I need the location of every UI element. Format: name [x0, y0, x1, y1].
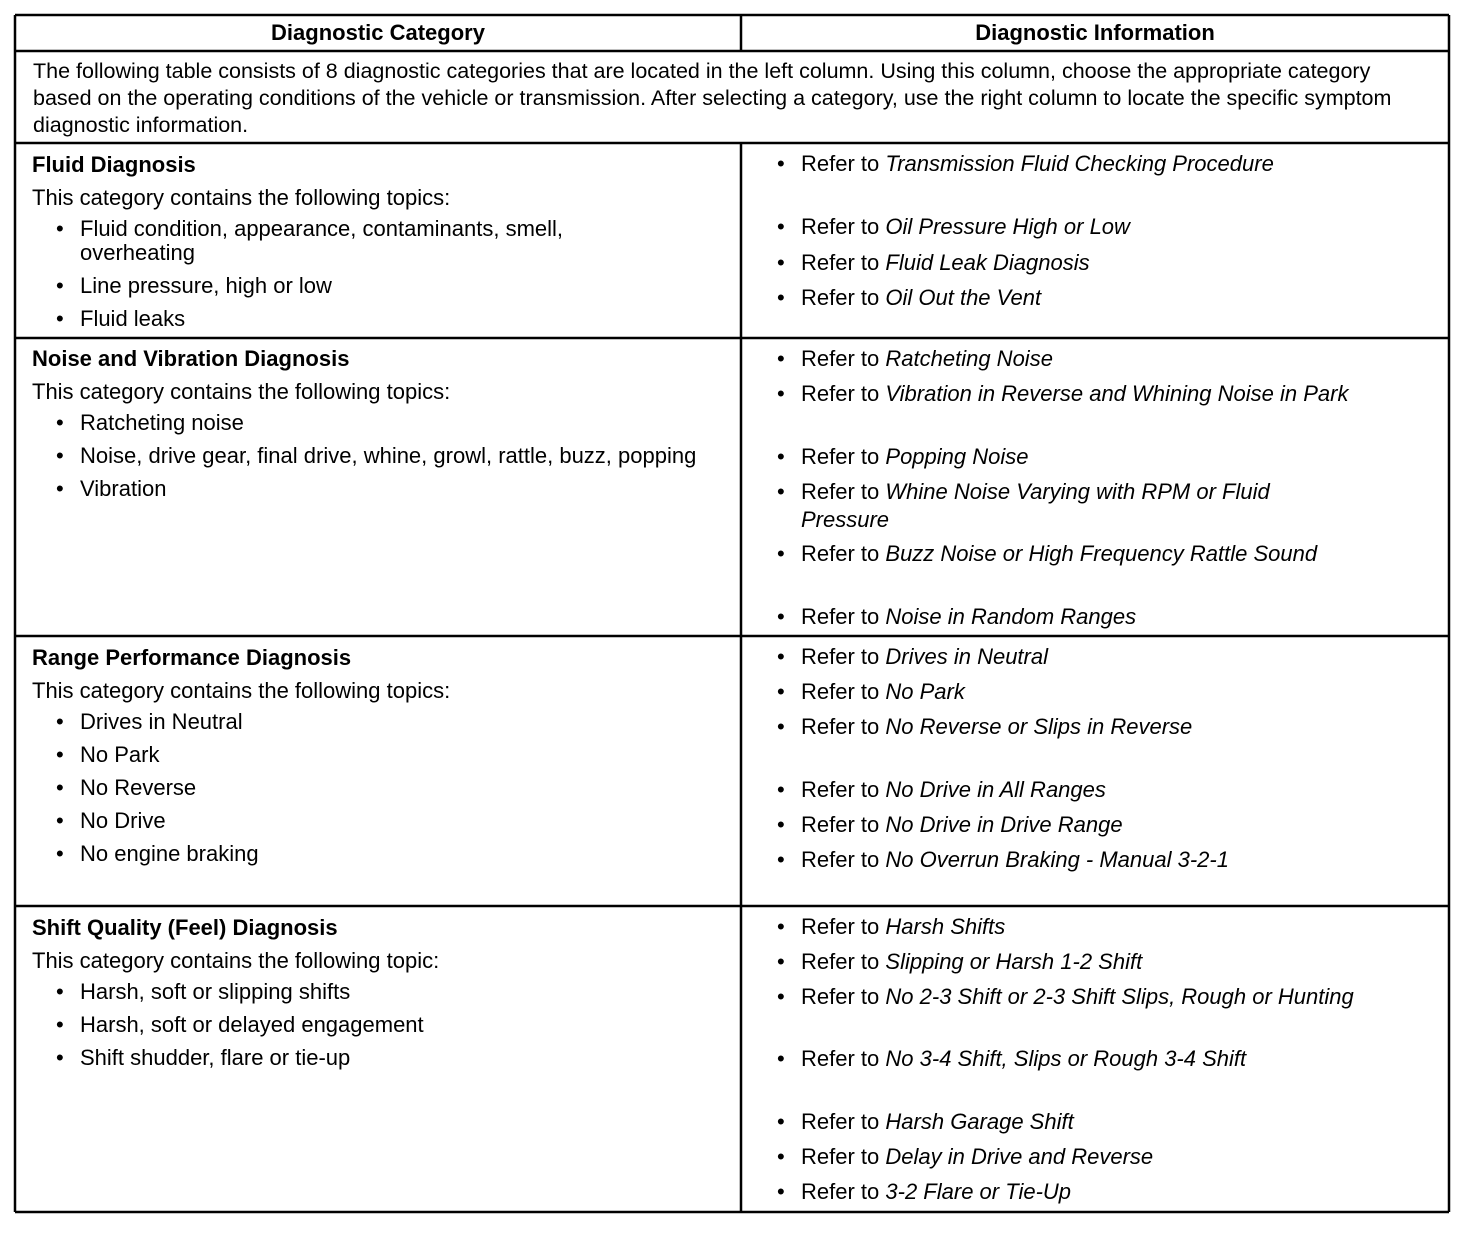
- reference-item: [741, 150, 1449, 178]
- reference-item: [741, 846, 1449, 874]
- reference-item: [741, 1178, 1449, 1206]
- topic-list: [32, 980, 732, 1070]
- refer-prefix: Refer to: [801, 984, 880, 1009]
- refer-prefix: Refer to: [801, 541, 880, 566]
- reference-title: Vibration in Reverse and Whining Noise in Park: [885, 381, 1349, 406]
- refer-prefix: Refer to: [801, 479, 880, 504]
- category-title: Noise and Vibration Diagnosis: [32, 346, 350, 371]
- topic-item: • Vibration: [32, 477, 732, 501]
- reference-item: [741, 443, 1449, 471]
- bullet-icon: •: [777, 984, 785, 1009]
- references-shift-quality-diagnosis: [741, 906, 1449, 1212]
- bullet-icon: •: [777, 604, 785, 629]
- refer-prefix: Refer to: [801, 847, 880, 872]
- bullet-icon: •: [777, 1109, 785, 1134]
- topic-item: • Shift shudder, flare or tie-up: [32, 1046, 732, 1070]
- reference-title: Fluid Leak Diagnosis: [885, 250, 1090, 275]
- references-noise-vibration-diagnosis: [741, 338, 1449, 636]
- topic-item: • Fluid condition, appearance, contaminants, smell, overheating: [32, 217, 732, 265]
- topic-item: • Fluid leaks: [32, 307, 732, 331]
- intro-text: The following table consists of 8 diagnostic categories that are located in the left column. Using this column, choose the appropriate category based on the operating conditions of the vehicle or transmission. After selecting a category, use the right column to locate the specific symptom diagnostic information.: [33, 59, 1392, 137]
- reference-title: No Park: [885, 679, 965, 704]
- reference-item: [741, 249, 1449, 277]
- header-diagnostic-category: Diagnostic Category: [271, 20, 485, 45]
- refer-prefix: Refer to: [801, 644, 880, 669]
- references-range-performance-diagnosis: [741, 636, 1449, 906]
- bullet-icon: •: [777, 214, 785, 239]
- bullet-icon: •: [777, 714, 785, 739]
- reference-title: No Drive in All Ranges: [885, 777, 1106, 802]
- bullet-icon: •: [777, 812, 785, 837]
- reference-title: Popping Noise: [885, 444, 1029, 469]
- category-fluid-diagnosis: [32, 151, 732, 340]
- reference-title: Ratcheting Noise: [885, 346, 1053, 371]
- reference-item: [741, 284, 1449, 312]
- bullet-icon: •: [777, 285, 785, 310]
- reference-item: [741, 776, 1449, 804]
- reference-item: [741, 983, 1449, 1011]
- references-fluid-diagnosis: [741, 143, 1449, 338]
- refer-prefix: Refer to: [801, 949, 880, 974]
- bullet-icon: •: [777, 1144, 785, 1169]
- reference-title: Slipping or Harsh 1-2 Shift: [885, 949, 1143, 974]
- refer-prefix: Refer to: [801, 381, 880, 406]
- topic-item: • No engine braking: [32, 842, 732, 866]
- reference-title: Oil Out the Vent: [885, 285, 1042, 310]
- reference-item: [741, 948, 1449, 976]
- bullet-icon: •: [777, 847, 785, 872]
- category-title: Shift Quality (Feel) Diagnosis: [32, 915, 338, 940]
- category-noise-vibration-diagnosis: [32, 345, 732, 510]
- bullet-icon: •: [777, 644, 785, 669]
- reference-title: No 2-3 Shift or 2-3 Shift Slips, Rough or Hunting: [885, 984, 1354, 1009]
- topic-item: • No Reverse: [32, 776, 732, 800]
- topic-list: [32, 411, 732, 501]
- topic-item: • No Drive: [32, 809, 732, 833]
- topic-item: • No Park: [32, 743, 732, 767]
- refer-prefix: Refer to: [801, 250, 880, 275]
- reference-item: [741, 540, 1449, 568]
- reference-title: No Overrun Braking - Manual 3-2-1: [885, 847, 1229, 872]
- reference-title: Noise in Random Ranges: [885, 604, 1137, 629]
- refer-prefix: Refer to: [801, 214, 880, 239]
- reference-item: [741, 913, 1449, 941]
- reference-item: [741, 478, 1449, 534]
- bullet-icon: •: [777, 777, 785, 802]
- topic-item: • Line pressure, high or low: [32, 274, 732, 298]
- refer-prefix: Refer to: [801, 151, 880, 176]
- refer-prefix: Refer to: [801, 812, 880, 837]
- topic-list: [32, 710, 732, 866]
- category-shift-quality-diagnosis: [32, 914, 732, 1079]
- category-description: This category contains the following topics:: [32, 379, 451, 404]
- reference-item: [741, 678, 1449, 706]
- bullet-icon: •: [777, 1046, 785, 1071]
- reference-item: [741, 213, 1449, 241]
- refer-prefix: Refer to: [801, 604, 880, 629]
- refer-prefix: Refer to: [801, 714, 880, 739]
- topic-item: • Harsh, soft or slipping shifts: [32, 980, 732, 1004]
- category-description: This category contains the following topics:: [32, 185, 451, 210]
- refer-prefix: Refer to: [801, 1109, 880, 1134]
- bullet-icon: •: [777, 444, 785, 469]
- refer-prefix: Refer to: [801, 1179, 880, 1204]
- reference-title: Drives in Neutral: [885, 644, 1048, 669]
- bullet-icon: •: [777, 381, 785, 406]
- bullet-icon: •: [777, 346, 785, 371]
- topic-item: • Harsh, soft or delayed engagement: [32, 1013, 732, 1037]
- reference-title: Transmission Fluid Checking Procedure: [885, 151, 1274, 176]
- refer-prefix: Refer to: [801, 1046, 880, 1071]
- reference-title: No Drive in Drive Range: [885, 812, 1123, 837]
- reference-title: No 3-4 Shift, Slips or Rough 3-4 Shift: [885, 1046, 1247, 1071]
- category-description: This category contains the following topics:: [32, 678, 451, 703]
- bullet-icon: •: [777, 479, 785, 504]
- topic-item: • Drives in Neutral: [32, 710, 732, 734]
- category-description: This category contains the following topic:: [32, 948, 440, 973]
- reference-item: [741, 1045, 1449, 1073]
- refer-prefix: Refer to: [801, 777, 880, 802]
- header-diagnostic-information: Diagnostic Information: [975, 20, 1215, 45]
- reference-title: Buzz Noise or High Frequency Rattle Sound: [885, 541, 1318, 566]
- topic-list: [32, 217, 732, 331]
- reference-item: [741, 380, 1449, 408]
- bullet-icon: •: [777, 151, 785, 176]
- bullet-icon: •: [777, 949, 785, 974]
- reference-item: [741, 643, 1449, 671]
- refer-prefix: Refer to: [801, 679, 880, 704]
- reference-title: Delay in Drive and Reverse: [885, 1144, 1154, 1169]
- reference-item: [741, 1108, 1449, 1136]
- reference-item: [741, 713, 1449, 741]
- bullet-icon: •: [777, 914, 785, 939]
- category-range-performance-diagnosis: [32, 644, 732, 875]
- reference-title: 3-2 Flare or Tie-Up: [885, 1179, 1072, 1204]
- refer-prefix: Refer to: [801, 444, 880, 469]
- topic-item: • Ratcheting noise: [32, 411, 732, 435]
- refer-prefix: Refer to: [801, 346, 880, 371]
- topic-item: • Noise, drive gear, final drive, whine, growl, rattle, buzz, popping: [32, 444, 732, 468]
- refer-prefix: Refer to: [801, 914, 880, 939]
- refer-prefix: Refer to: [801, 285, 880, 310]
- reference-title: Harsh Garage Shift: [885, 1109, 1074, 1134]
- bullet-icon: •: [777, 250, 785, 275]
- reference-item: [741, 603, 1449, 631]
- bullet-icon: •: [777, 541, 785, 566]
- category-title: Range Performance Diagnosis: [32, 645, 352, 670]
- refer-prefix: Refer to: [801, 1144, 880, 1169]
- reference-title: Whine Noise Varying with RPM or Fluid Pressure: [801, 479, 1270, 532]
- reference-item: [741, 811, 1449, 839]
- bullet-icon: •: [777, 1179, 785, 1204]
- reference-title: Harsh Shifts: [885, 914, 1006, 939]
- reference-item: [741, 345, 1449, 373]
- category-title: Fluid Diagnosis: [32, 152, 196, 177]
- bullet-icon: •: [777, 679, 785, 704]
- reference-title: Oil Pressure High or Low: [885, 214, 1130, 239]
- reference-item: [741, 1143, 1449, 1171]
- reference-title: No Reverse or Slips in Reverse: [885, 714, 1193, 739]
